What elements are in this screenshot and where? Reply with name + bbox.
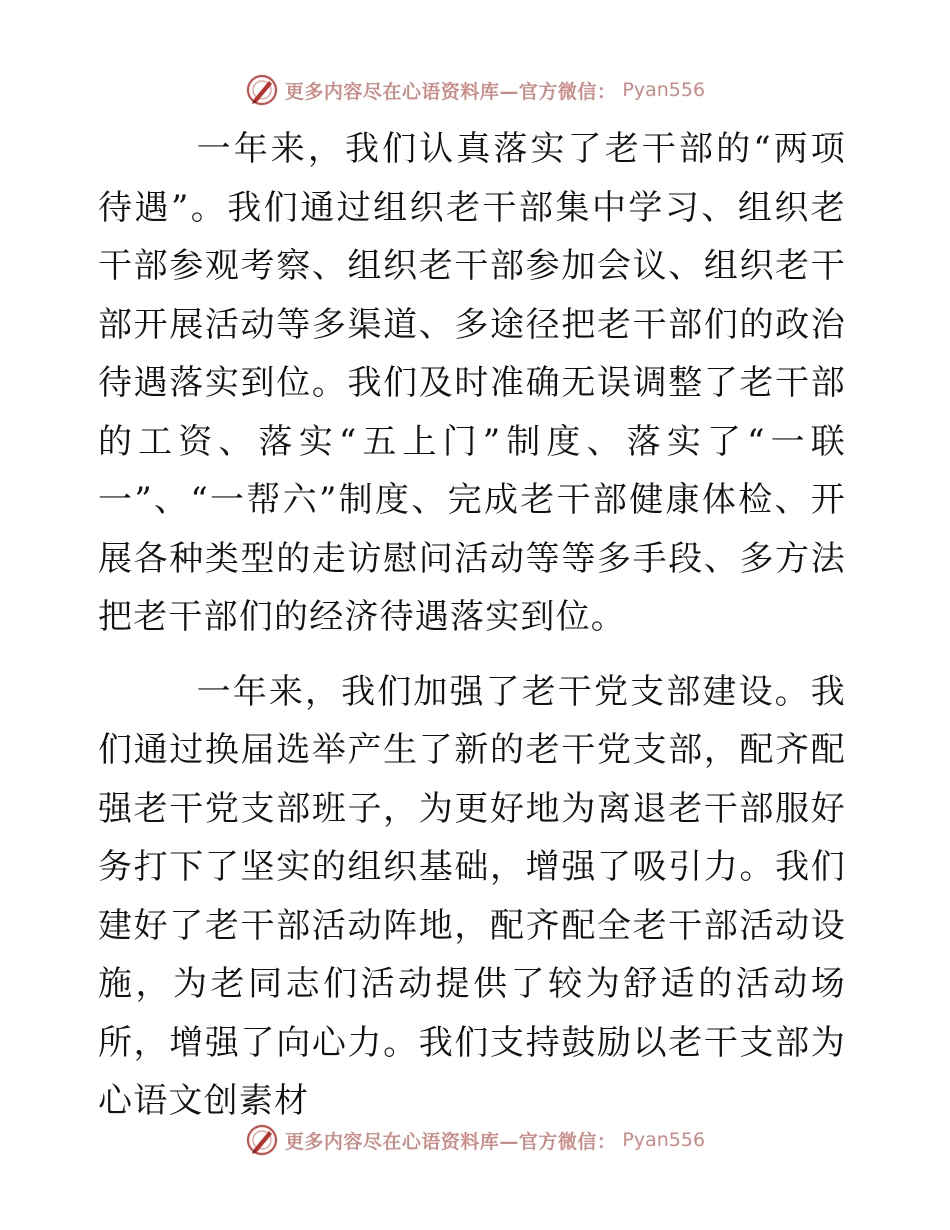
watermark-wechat-id: Pyan556	[622, 1129, 706, 1151]
paragraph-2: 一年来，我们加强了老干党支部建设。我们通过换届选举产生了新的老干党支部，配齐配强老干党支部班子，为更好地为离退老干部服好务打下了坚实的组织基础，增强了吸引力。我们建好了老干部活动阵地，配齐配全老干部活动设施，为老同志们活动提供了较为舒适的活动场所，增强了向心力。我们支持鼓励以老干支部为心语文创素材	[98, 671, 846, 1121]
header-watermark	[0, 70, 950, 110]
watermark-wechat-id: Pyan556	[622, 79, 706, 101]
paragraph-1: 一年来，我们认真落实了老干部的“两项待遇”。我们通过组织老干部集中学习、组织老干部参观考察、组织老干部参加会议、组织老干部开展活动等多渠道、多途径把老干部们的政治待遇落实到位。我们及时准确无误调整了老干部的工资、落实“五上门”制度、落实了“一联一”、“一帮六”制度、完成老干部健康体检、开展各种类型的走访慰问活动等等多手段、多方法把老干部们的经济待遇落实到位。	[98, 129, 846, 637]
red-pen-circle-icon	[245, 73, 279, 107]
watermark-text: 更多内容尽在心语资料库—官方微信：	[284, 1130, 617, 1153]
watermark-text: 更多内容尽在心语资料库—官方微信：	[284, 80, 617, 103]
red-pen-circle-icon	[245, 1123, 279, 1157]
document-body	[98, 120, 846, 1131]
footer-watermark	[0, 1120, 950, 1160]
